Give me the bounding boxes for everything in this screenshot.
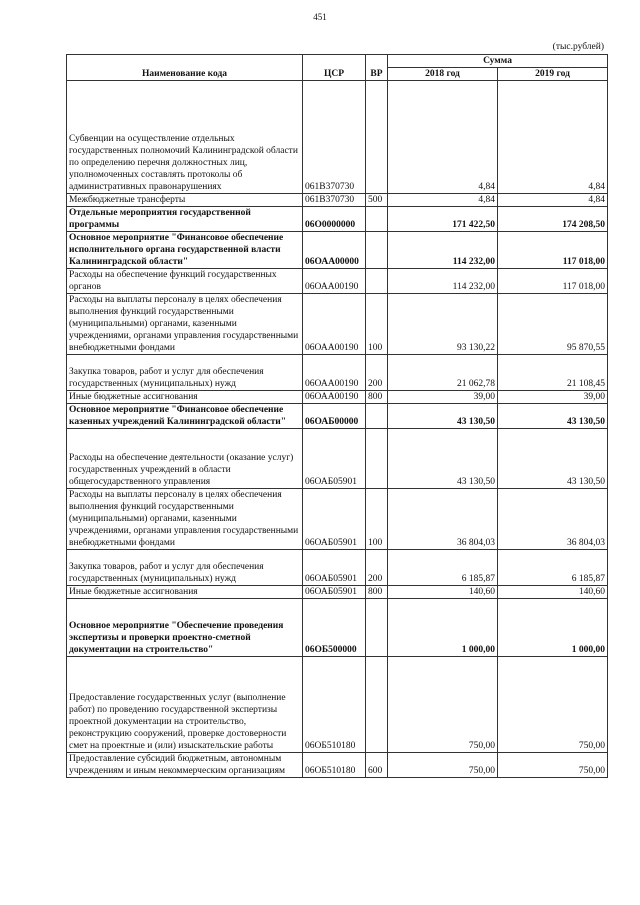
row-name: Закупка товаров, работ и услуг для обеспечения государственных (муниципальных) нужд (67, 355, 303, 391)
row-2018: 171 422,50 (388, 207, 498, 232)
table-row (67, 599, 608, 657)
row-vr: 800 (366, 586, 388, 599)
row-csr: 06О0000000 (303, 207, 366, 232)
row-name: Отдельные мероприятия государственной программы (67, 207, 303, 232)
row-csr: 06ОАА00190 (303, 294, 366, 355)
row-csr: 06ОБ510180 (303, 657, 366, 753)
row-2018: 1 000,00 (388, 599, 498, 657)
row-2018: 43 130,50 (388, 429, 498, 489)
row-2019: 750,00 (498, 657, 608, 753)
row-vr (366, 429, 388, 489)
header-year-2019: 2019 год (498, 68, 608, 81)
row-2018: 39,00 (388, 391, 498, 404)
row-vr: 200 (366, 355, 388, 391)
table-row (67, 194, 608, 207)
units-label: (тыс.рублей) (552, 42, 604, 52)
table-row (67, 81, 608, 194)
table-row (67, 391, 608, 404)
row-2018: 750,00 (388, 753, 498, 778)
header-year-2018: 2018 год (388, 68, 498, 81)
row-vr (366, 269, 388, 294)
row-csr: 06ОАБ05901 (303, 429, 366, 489)
row-2018: 21 062,78 (388, 355, 498, 391)
row-2019: 43 130,50 (498, 404, 608, 429)
row-2019: 6 185,87 (498, 550, 608, 586)
page-number: 451 (313, 12, 327, 22)
table-row (67, 294, 608, 355)
row-name: Иные бюджетные ассигнования (67, 586, 303, 599)
row-2019: 750,00 (498, 753, 608, 778)
row-vr (366, 657, 388, 753)
row-csr: 06ОАА00190 (303, 355, 366, 391)
row-csr: 06ОАБ05901 (303, 489, 366, 550)
row-name: Основное мероприятие "Финансовое обеспечение казенных учреждений Калининградской области" (67, 404, 303, 429)
row-2018: 114 232,00 (388, 269, 498, 294)
row-name: Основное мероприятие "Финансовое обеспечение исполнительного органа государственной власти Калининградской области" (67, 232, 303, 269)
row-2019: 174 208,50 (498, 207, 608, 232)
header-vr: ВР (366, 55, 388, 81)
row-csr: 06ОАА00000 (303, 232, 366, 269)
table-row (67, 550, 608, 586)
row-2018: 4,84 (388, 194, 498, 207)
row-2019: 43 130,50 (498, 429, 608, 489)
table-row (67, 753, 608, 778)
header-name: Наименование кода (67, 55, 303, 81)
row-csr: 06ОАБ05901 (303, 586, 366, 599)
row-2019: 36 804,03 (498, 489, 608, 550)
row-vr (366, 232, 388, 269)
row-vr (366, 599, 388, 657)
row-2019: 21 108,45 (498, 355, 608, 391)
row-vr (366, 81, 388, 194)
row-name: Предоставление государственных услуг (выполнение работ) по проведению государственной экспертизы проектной документации на строительство, реконструкцию сооружений, проверке достоверности смет на проектные и (или) изыскательские работы (67, 657, 303, 753)
row-2019: 117 018,00 (498, 269, 608, 294)
row-vr (366, 404, 388, 429)
row-vr: 200 (366, 550, 388, 586)
row-name: Предоставление субсидий бюджетным, автономным учреждениям и иным некоммерческим организациям (67, 753, 303, 778)
table-row (67, 232, 608, 269)
row-name: Межбюджетные трансферты (67, 194, 303, 207)
row-csr: 061В370730 (303, 194, 366, 207)
table-row (67, 207, 608, 232)
table-row (67, 489, 608, 550)
row-name: Основное мероприятие "Обеспечение проведения экспертизы и проверки проектно-сметной документации на строительство" (67, 599, 303, 657)
row-csr: 06ОАБ00000 (303, 404, 366, 429)
row-vr (366, 207, 388, 232)
row-2018: 36 804,03 (388, 489, 498, 550)
table-row (67, 586, 608, 599)
row-2019: 140,60 (498, 586, 608, 599)
budget-table (66, 54, 608, 778)
row-vr: 600 (366, 753, 388, 778)
row-csr: 06ОАА00190 (303, 269, 366, 294)
table-row (67, 355, 608, 391)
table-row (67, 657, 608, 753)
row-csr: 06ОАБ05901 (303, 550, 366, 586)
table-row (67, 269, 608, 294)
row-2019: 4,84 (498, 81, 608, 194)
row-csr: 06ОБ510180 (303, 753, 366, 778)
row-2018: 750,00 (388, 657, 498, 753)
header-csr: ЦСР (303, 55, 366, 81)
table-row (67, 429, 608, 489)
row-vr: 500 (366, 194, 388, 207)
row-vr: 800 (366, 391, 388, 404)
row-2018: 43 130,50 (388, 404, 498, 429)
row-csr: 061В370730 (303, 81, 366, 194)
row-2019: 4,84 (498, 194, 608, 207)
row-vr: 100 (366, 489, 388, 550)
row-name: Закупка товаров, работ и услуг для обеспечения государственных (муниципальных) нужд (67, 550, 303, 586)
row-name: Расходы на обеспечение функций государственных органов (67, 269, 303, 294)
row-vr: 100 (366, 294, 388, 355)
row-2019: 95 870,55 (498, 294, 608, 355)
row-2018: 140,60 (388, 586, 498, 599)
row-name: Расходы на выплаты персоналу в целях обеспечения выполнения функций государственными (муниципальными) органами, казенными учреждениями, органами управления государственными внебюджетными фондами (67, 489, 303, 550)
header-sum: Сумма (388, 55, 608, 68)
row-2018: 114 232,00 (388, 232, 498, 269)
row-2018: 6 185,87 (388, 550, 498, 586)
row-name: Субвенции на осуществление отдельных государственных полномочий Калининградской области по определению перечня должностных лиц, уполномоченных составлять протоколы об административных правонарушениях (67, 81, 303, 194)
row-2019: 39,00 (498, 391, 608, 404)
table-row (67, 404, 608, 429)
row-2018: 4,84 (388, 81, 498, 194)
row-csr: 06ОБ500000 (303, 599, 366, 657)
row-csr: 06ОАА00190 (303, 391, 366, 404)
row-name: Расходы на обеспечение деятельности (оказание услуг) государственных учреждений в области общегосударственного управления (67, 429, 303, 489)
row-name: Расходы на выплаты персоналу в целях обеспечения выполнения функций государственными (муниципальными) органами, казенными учреждениями, органами управления государственными внебюджетными фондами (67, 294, 303, 355)
row-2019: 1 000,00 (498, 599, 608, 657)
row-2018: 93 130,22 (388, 294, 498, 355)
row-2019: 117 018,00 (498, 232, 608, 269)
row-name: Иные бюджетные ассигнования (67, 391, 303, 404)
